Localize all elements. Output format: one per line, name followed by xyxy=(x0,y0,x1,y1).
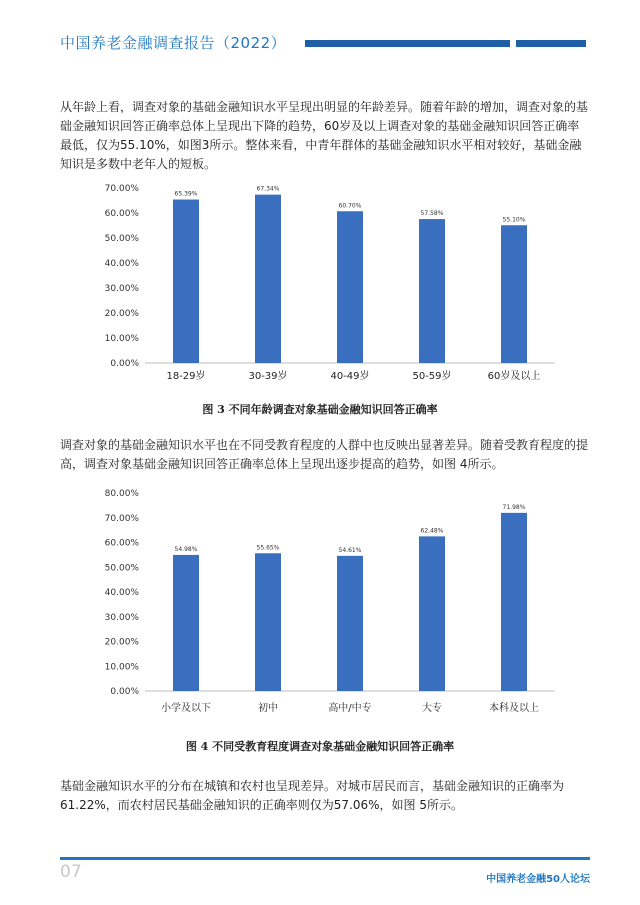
y-tick-label: 30.00% xyxy=(104,284,139,294)
data-label: 55.65% xyxy=(256,544,280,552)
data-label: 57.58% xyxy=(420,210,444,218)
bar-3 xyxy=(337,211,363,363)
data-label: 54.98% xyxy=(174,545,198,553)
category-label: 30-39岁 xyxy=(248,371,288,382)
category-label: 50-59岁 xyxy=(412,371,452,382)
bar-5 xyxy=(501,225,527,363)
y-tick-label: 40.00% xyxy=(104,259,139,269)
category-label: 18-29岁 xyxy=(166,371,206,382)
category-label: 本科及以上 xyxy=(489,703,539,714)
paragraph-urban-rural: 基础金融知识水平的分布在城镇和农村也呈现差异。对城市居民而言，基础金融知识的正确率为61.22%，而农村居民基础金融知识的正确率则仅为57.06%，如图 5所示。 xyxy=(60,779,565,812)
data-label: 65.39% xyxy=(174,190,198,198)
paragraph-age: 从年龄上看，调查对象的基础金融知识水平呈现出明显的年龄差异。随着年龄的增加，调查对象的基础金融知识回答正确率总体上呈现出下降的趋势，60岁及以上调查对象的基础金融知识回答正确率最低，仅为55.10%，如图3所示。整体来看，中青年群体的基础金融知识水平相对较好，基础金融知识是多数中老年人的短板。 xyxy=(60,100,589,171)
category-label: 大专 xyxy=(422,703,442,714)
y-tick-label: 20.00% xyxy=(104,637,139,648)
report-title: 中国养老金融调查报告（2022） xyxy=(60,34,287,52)
y-tick-label: 50.00% xyxy=(104,563,139,574)
bar-1 xyxy=(173,200,199,363)
y-tick-label: 70.00% xyxy=(104,513,139,524)
category-label: 初中 xyxy=(258,703,278,714)
chart-fig3-age xyxy=(0,178,640,390)
paragraph-education: 调查对象的基础金融知识水平也在不同受教育程度的人群中也反映出显著差异。随着受教育程度的提高，调查对象基础金融知识回答正确率总体上呈现出逐步提高的趋势，如图 4所示。 xyxy=(60,438,589,471)
y-tick-label: 20.00% xyxy=(104,309,139,319)
bar-2 xyxy=(255,553,281,691)
y-tick-label: 60.00% xyxy=(104,209,139,219)
category-label: 60岁及以上 xyxy=(487,371,541,382)
bar-4 xyxy=(419,536,445,691)
data-label: 71.98% xyxy=(502,503,526,511)
category-label: 小学及以下 xyxy=(161,703,211,714)
caption-fig3: 图 3 不同年龄调查对象基础金融知识回答正确率 xyxy=(202,403,438,416)
chart-fig4-education xyxy=(0,483,640,723)
data-label: 54.61% xyxy=(338,546,362,554)
y-tick-label: 40.00% xyxy=(104,588,139,598)
y-tick-label: 30.00% xyxy=(104,612,139,623)
data-label: 67.34% xyxy=(256,185,280,193)
bar-5 xyxy=(501,513,527,691)
data-label: 55.10% xyxy=(502,216,526,224)
footer-divider xyxy=(60,857,590,860)
bar-1 xyxy=(173,555,199,691)
y-tick-label: 60.00% xyxy=(104,538,139,549)
category-label: 高中/中专 xyxy=(328,703,372,714)
caption-fig4: 图 4 不同受教育程度调查对象基础金融知识回答正确率 xyxy=(185,740,455,753)
y-tick-label: 10.00% xyxy=(104,334,139,344)
y-tick-label: 10.00% xyxy=(104,662,139,673)
category-label: 40-49岁 xyxy=(330,371,370,382)
footer-brand: 中国养老金融50人论坛 xyxy=(486,874,590,885)
y-tick-label: 0.00% xyxy=(110,359,139,369)
bar-2 xyxy=(255,195,281,363)
bar-3 xyxy=(337,556,363,691)
page-number: 07 xyxy=(60,862,82,882)
data-label: 62.48% xyxy=(420,527,444,535)
y-tick-label: 0.00% xyxy=(110,687,139,697)
bar-4 xyxy=(419,219,445,363)
header-decor-bar xyxy=(305,40,510,47)
data-label: 60.70% xyxy=(338,202,362,210)
y-tick-label: 70.00% xyxy=(104,184,139,194)
y-tick-label: 50.00% xyxy=(104,234,139,244)
y-tick-label: 80.00% xyxy=(104,489,139,499)
header-decor-bar-short xyxy=(516,40,586,47)
